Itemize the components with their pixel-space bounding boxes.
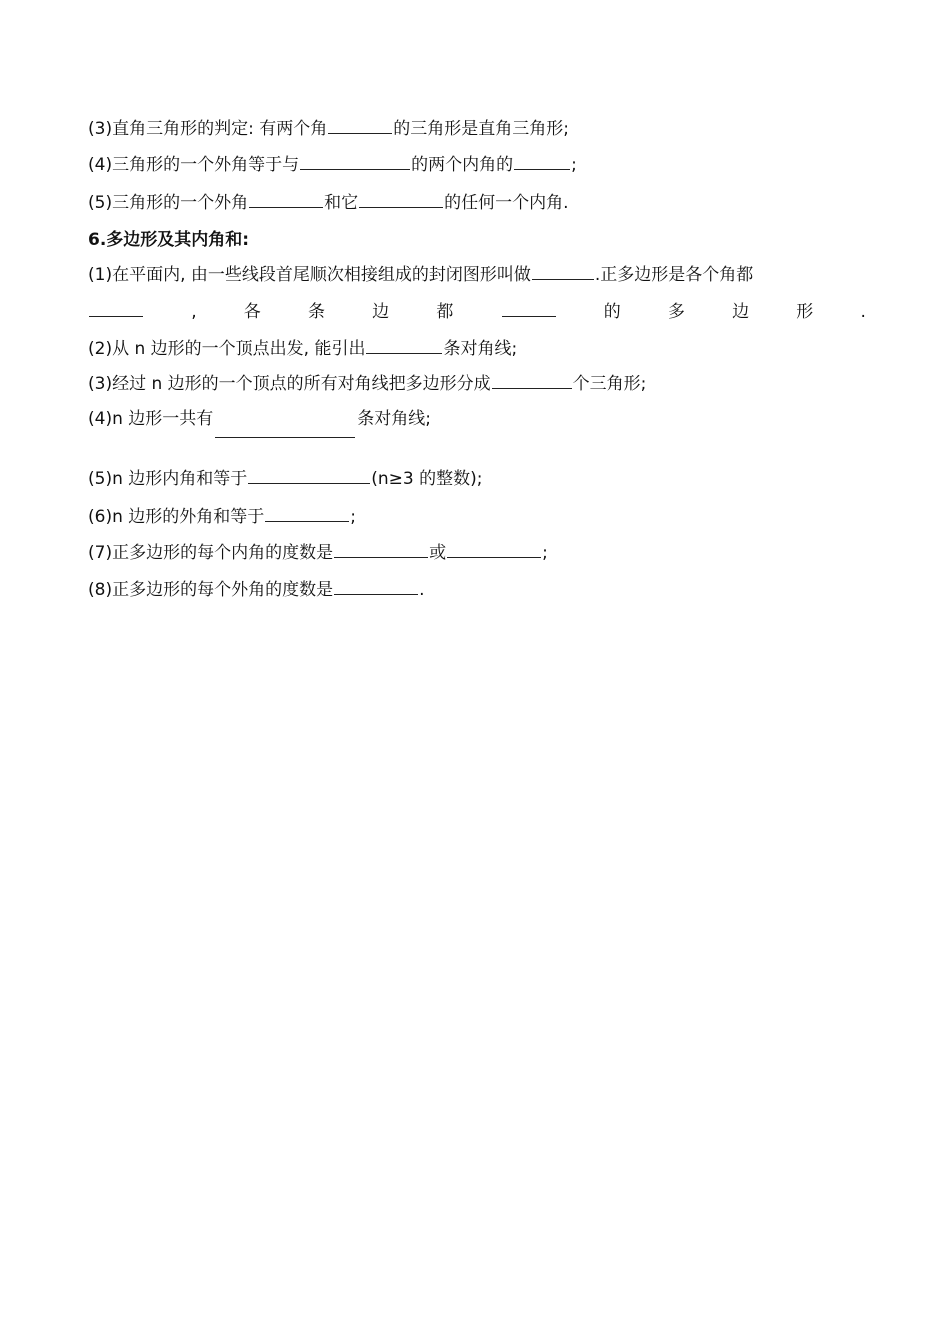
answer-blank[interactable]	[265, 505, 349, 522]
s6-item3-text-a: (3)经过 n 边形的一个顶点的所有对角线把多边形分成	[88, 374, 491, 394]
s6-item3-text-b: 个三角形;	[572, 374, 647, 394]
s5-item4	[88, 153, 577, 177]
cont-char: 边	[732, 302, 750, 322]
s6-item7-text-a: (7)正多边形的每个内角的度数是	[88, 543, 334, 563]
answer-blank[interactable]	[447, 541, 541, 558]
s5-item5-text-b: 和它	[324, 193, 359, 213]
s6-item1-text-a: (1)在平面内, 由一些线段首尾顺次相接组成的封闭图形叫做	[88, 265, 531, 285]
answer-blank[interactable]	[334, 578, 418, 595]
cont-char: 各	[243, 302, 261, 322]
cont-char: 边	[372, 302, 390, 322]
s6-item7-text-c: ;	[542, 543, 548, 563]
s6-item1	[88, 263, 753, 287]
s5-item4-text-c: ;	[571, 155, 577, 175]
cont-char: ,	[191, 302, 197, 322]
answer-blank[interactable]	[89, 300, 143, 317]
s6-item8	[88, 578, 425, 602]
s5-item3-text-b: 的三角形是直角三角形;	[393, 119, 569, 139]
answer-blank[interactable]	[249, 191, 323, 208]
s6-item8-text-a: (8)正多边形的每个外角的度数是	[88, 580, 334, 600]
answer-blank[interactable]	[334, 541, 428, 558]
answer-blank[interactable]	[359, 191, 443, 208]
s6-item5	[88, 467, 483, 491]
cont-char: .	[860, 302, 866, 322]
answer-blank[interactable]	[502, 300, 556, 317]
s6-item6-text-b: ;	[350, 507, 356, 527]
s6-item1-text-b: .正多边形是各个角都	[594, 265, 754, 285]
section6-heading: 6.多边形及其内角和:	[88, 230, 250, 250]
s6-item4	[88, 407, 431, 438]
cont-char: 的	[603, 302, 621, 322]
s6-item5-text-a: (5)n 边形内角和等于	[88, 469, 248, 489]
cont-char: 多	[667, 302, 685, 322]
answer-blank[interactable]	[366, 337, 442, 354]
s5-item5-text-a: (5)三角形的一个外角	[88, 193, 249, 213]
s6-item4-text-b: 条对角线;	[357, 409, 431, 429]
s6-item6	[88, 505, 356, 529]
s6-item6-text-a: (6)n 边形的外角和等于	[88, 507, 265, 527]
s5-item5-text-c: 的任何一个内角.	[444, 193, 569, 213]
answer-blank[interactable]	[248, 467, 370, 484]
s6-item1-continuation	[88, 300, 866, 324]
answer-blank[interactable]	[328, 117, 392, 134]
answer-blank[interactable]	[532, 263, 594, 280]
s6-item8-text-b: .	[419, 580, 425, 600]
s6-item3	[88, 372, 646, 396]
cont-char: 都	[436, 302, 454, 322]
s6-item4-text-a: (4)n 边形一共有	[88, 409, 214, 429]
answer-blank[interactable]	[300, 153, 410, 170]
s5-item4-text-b: 的两个内角的	[411, 155, 514, 175]
s5-item4-text-a: (4)三角形的一个外角等于与	[88, 155, 300, 175]
s6-item2-text-a: (2)从 n 边形的一个顶点出发, 能引出	[88, 339, 366, 359]
s6-item5-text-b: (n≥3 的整数);	[371, 469, 483, 489]
s5-item5	[88, 191, 569, 215]
s6-item7-text-b: 或	[429, 543, 447, 563]
answer-blank[interactable]	[215, 407, 355, 438]
s6-item2-text-b: 条对角线;	[443, 339, 518, 359]
s6-item2	[88, 337, 517, 361]
answer-blank[interactable]	[514, 153, 570, 170]
s5-item3-text-a: (3)直角三角形的判定: 有两个角	[88, 119, 328, 139]
s5-item3	[88, 117, 569, 141]
answer-blank[interactable]	[492, 372, 572, 389]
cont-char: 条	[307, 302, 325, 322]
cont-char: 形	[796, 302, 814, 322]
s6-item7	[88, 541, 548, 565]
